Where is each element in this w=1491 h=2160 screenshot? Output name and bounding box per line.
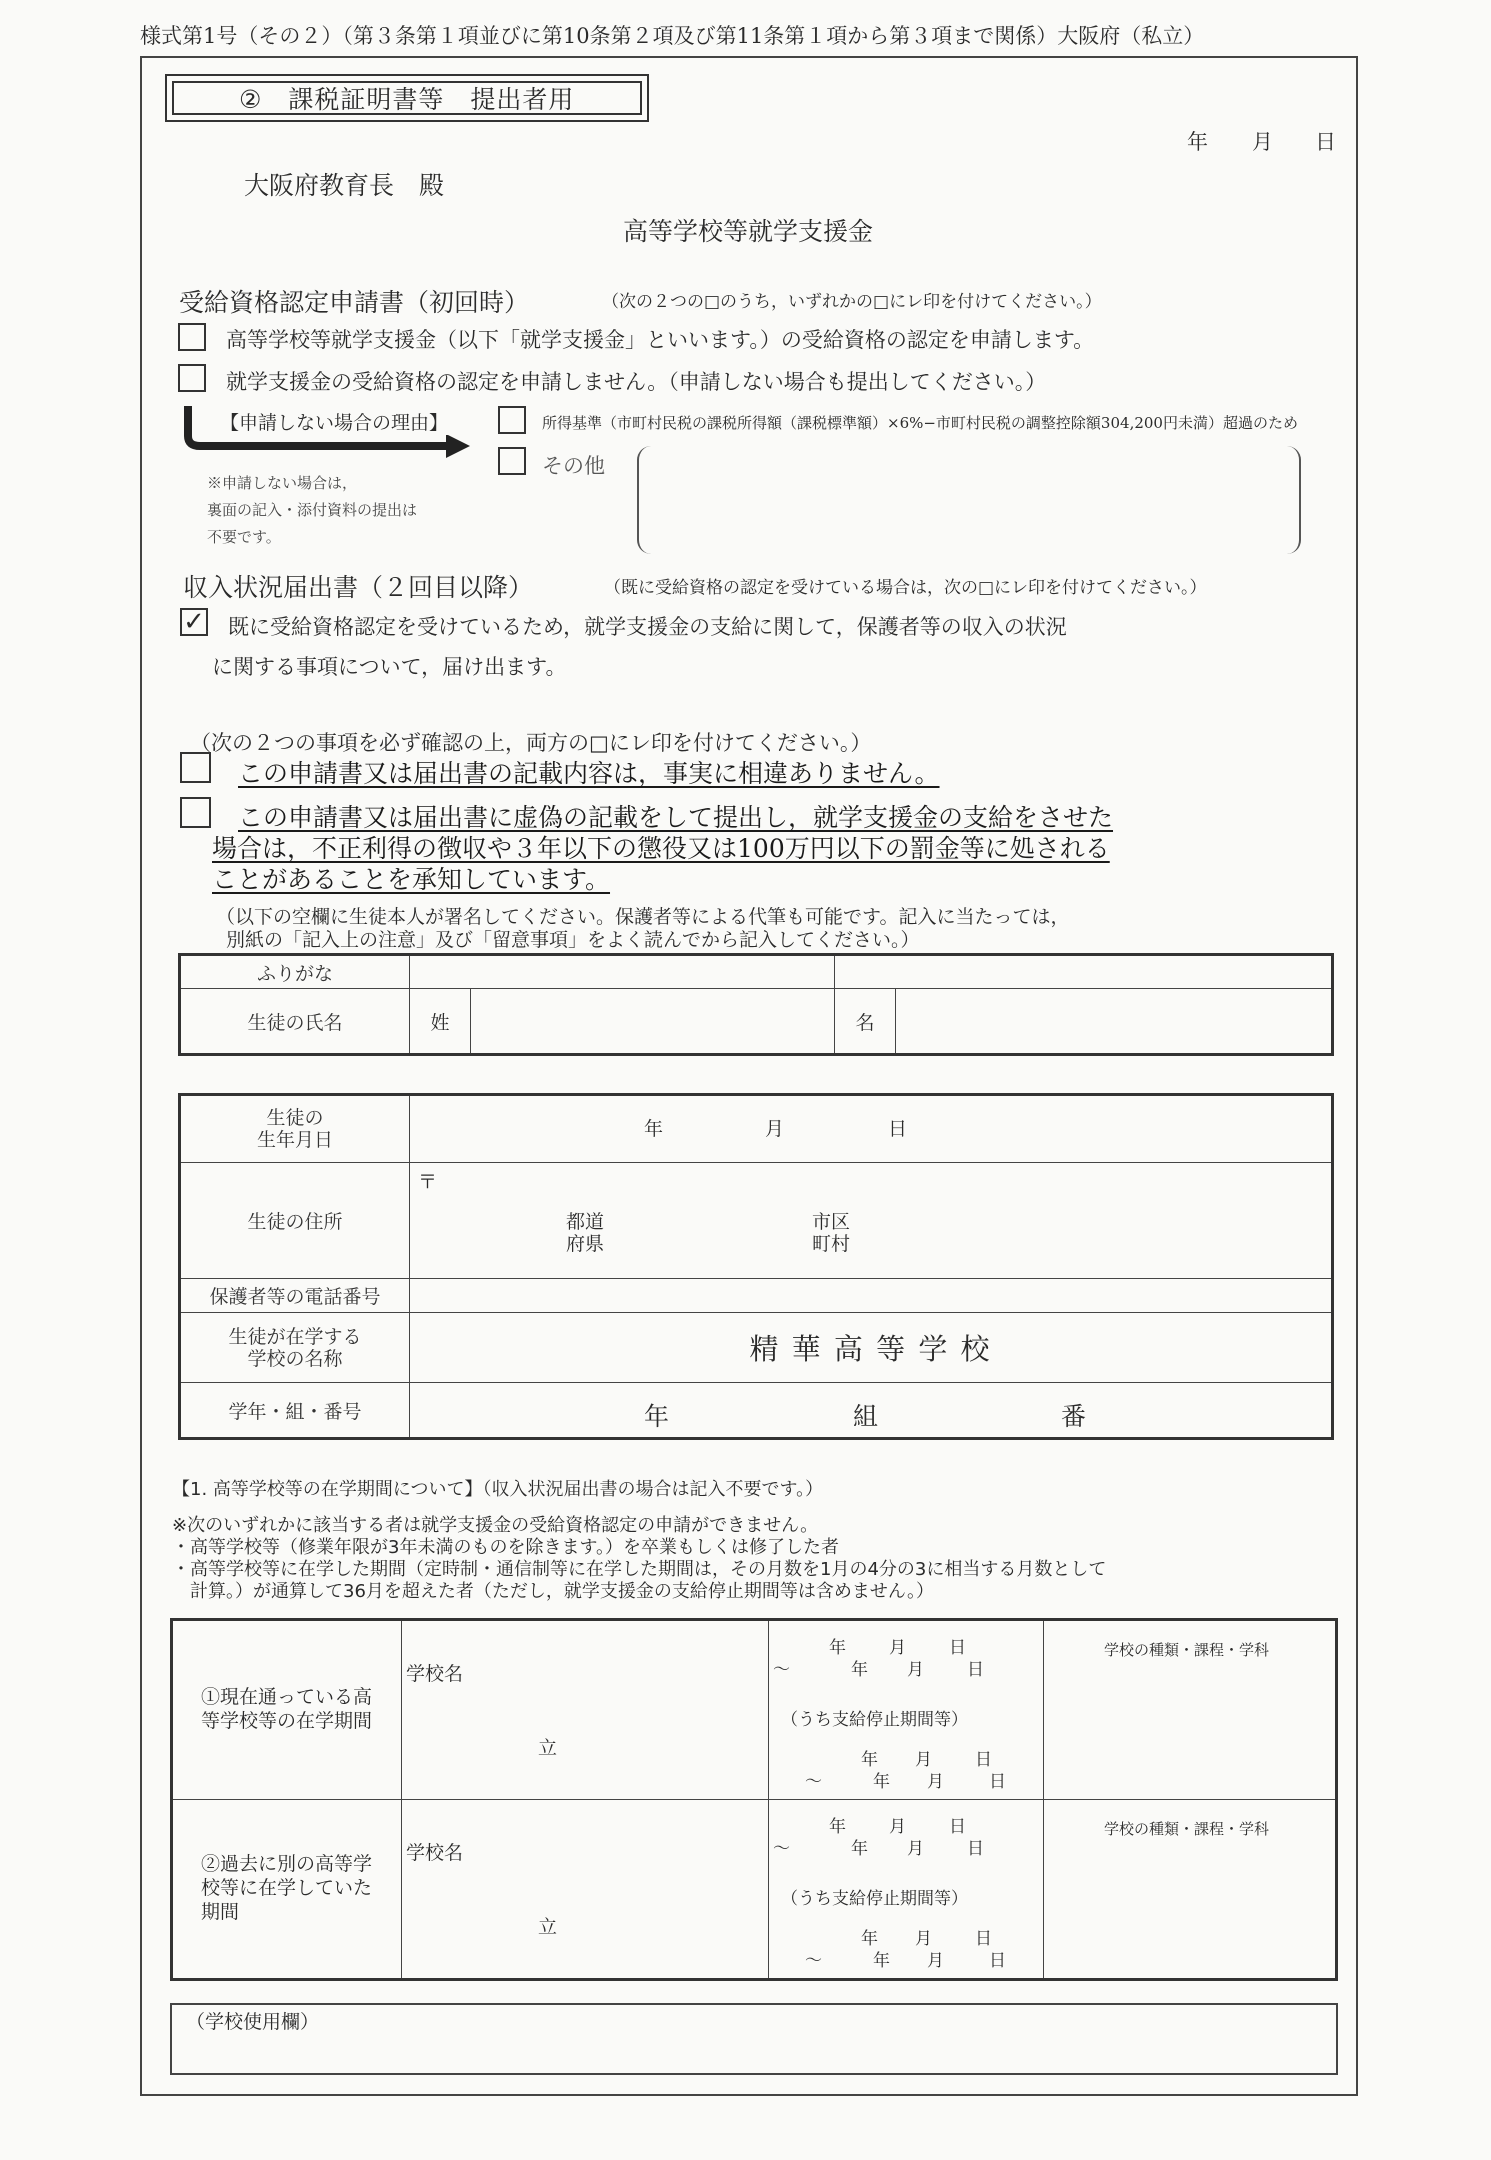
ymd-d: 日 (967, 1839, 984, 1859)
confirm-2-line-2: 場合は，不正利得の徴収や３年以下の懲役又は100万円以下の罰金等に処される (212, 834, 1110, 863)
student-name-label: 生徒の氏名 (180, 989, 410, 1055)
given-name-field[interactable] (835, 989, 1333, 1055)
grade-class-number-field[interactable] (410, 1383, 1333, 1439)
ymd-tilde: ～ (773, 1660, 790, 1680)
school-name-field[interactable]: 精 華 高 等 学 校 (410, 1313, 1333, 1383)
school-use-label: （学校使用欄） (186, 2011, 320, 2033)
school-name-label: 学校名 (406, 1663, 464, 1685)
not-apply-option-text: 就学支援金の受給資格の認定を申請しません。（申請しない場合も提出してください。） (226, 370, 1047, 394)
page-title: 高等学校等就学支援金 (623, 217, 874, 246)
confirm-1-checkbox[interactable] (180, 752, 211, 783)
furigana-label: ふりがな (180, 955, 410, 989)
ymd-y: 年 (873, 1772, 890, 1792)
ymd-tilde: ～ (805, 1772, 822, 1792)
application-instruction: （次の２つの□のうち，いずれかの□にレ印を付けてください。） (602, 292, 1102, 312)
reason-other-checkbox[interactable] (498, 447, 526, 475)
ymd-y: 年 (861, 1929, 878, 1949)
current-school-field[interactable] (402, 1620, 769, 1800)
date-year: 年 (1187, 130, 1208, 154)
not-apply-checkbox[interactable] (178, 364, 206, 392)
birth-day-unit: 日 (888, 1118, 908, 1140)
ritsu-label: 立 (538, 1916, 558, 1938)
address-field[interactable] (410, 1163, 1333, 1279)
ymd-y: 年 (829, 1638, 846, 1658)
ymd-tilde: ～ (805, 1951, 822, 1971)
confirm-2-checkbox[interactable] (180, 797, 211, 828)
ymd-y: 年 (851, 1660, 868, 1680)
surname-field[interactable] (410, 989, 835, 1055)
school-name-label: 学校名 (406, 1842, 464, 1864)
furigana-surname-field[interactable] (410, 955, 835, 989)
form-number: 様式第1号（その２）（第３条第１項並びに第10条第２項及び第11条第１項から第３項まで関係）大阪府（私立） (140, 24, 1205, 48)
sign-note-2: 別紙の「記入上の注意」及び「留意事項」をよく読んでから記入してください。） (226, 929, 920, 951)
confirm-1-text: この申請書又は届出書の記載内容は，事実に相違ありません。 (238, 759, 940, 788)
school-kind-label: 学校の種類・課程・学科 (1104, 1641, 1270, 1659)
ymd-m: 月 (889, 1817, 906, 1837)
grade-label: 学年・組・番号 (180, 1383, 410, 1439)
address-label: 生徒の住所 (180, 1163, 410, 1279)
submitter-badge (165, 74, 649, 122)
ymd-d: 日 (975, 1929, 992, 1949)
ymd-d: 日 (967, 1660, 984, 1680)
ymd-m: 月 (915, 1750, 932, 1770)
confirm-instruction: （次の２つの事項を必ず確認の上，両方の□にレ印を付けてください。） (190, 731, 872, 755)
past-period-field[interactable] (769, 1800, 1044, 1980)
furigana-given-field[interactable] (835, 955, 1333, 989)
reason-income-checkbox[interactable] (498, 406, 526, 434)
period-notes: ※次のいずれかに該当する者は就学支援金の受給資格認定の申請ができません。 ・高等学校等（修業年限が3年未満のものを除きます。）を卒業もしくは修了した者 ・高等学校等に在学した期間（定時制・通信制等に在学した期間は，その月数を1月の4分の3に相当する月数として 計算。）が通算して36月を超えた者（ただし，就学支援金の支給停止期間等は含めません。） (172, 1515, 1107, 1602)
phone-label: 保護者等の電話番号 (180, 1279, 410, 1313)
current-period-label: ①現在通っている高 等学校等の在学期間 (172, 1620, 402, 1800)
name-table (178, 953, 1334, 1056)
date-day: 日 (1315, 130, 1336, 154)
period-heading: 【1. 高等学校等の在学期間について】（収入状況届出書の場合は記入不要です。） (172, 1479, 824, 1500)
sign-note-1: （以下の空欄に生徒本人が署名してください。保護者等による代筆も可能です。記入に当たっては， (216, 906, 1070, 928)
period-table (170, 1618, 1338, 1981)
school-label: 生徒が在学する 学校の名称 (180, 1313, 410, 1383)
ymd-y: 年 (829, 1817, 846, 1837)
current-school-kind-field[interactable] (1044, 1620, 1337, 1800)
application-heading: 受給資格認定申請書（初回時） (179, 288, 530, 317)
ymd-m: 月 (907, 1660, 924, 1680)
birth-month-unit: 月 (765, 1118, 785, 1140)
school-kind-label: 学校の種類・課程・学科 (1104, 1820, 1270, 1838)
ymd-d: 日 (975, 1750, 992, 1770)
birthdate-label: 生徒の 生年月日 (180, 1095, 410, 1163)
ymd-d: 日 (949, 1638, 966, 1658)
birthdate-field[interactable] (410, 1095, 1333, 1163)
grade-unit: 年 (644, 1402, 670, 1431)
past-school-kind-field[interactable] (1044, 1800, 1337, 1980)
ymd-y: 年 (851, 1839, 868, 1859)
surname-label: 姓 (410, 989, 471, 1053)
ymd-tilde: ～ (773, 1839, 790, 1859)
apply-option-text: 高等学校等就学支援金（以下「就学支援金」といいます。）の受給資格の認定を申請します。 (226, 328, 1095, 352)
income-line-1: 既に受給資格認定を受けているため，就学支援金の支給に関して，保護者等の収入の状況 (228, 615, 1067, 639)
date-month: 月 (1252, 130, 1273, 154)
income-checkbox[interactable]: ✓ (180, 608, 208, 636)
suspension-label: （うち支給停止期間等） (781, 1889, 968, 1909)
prefecture-unit: 都道 府県 (566, 1211, 605, 1255)
ymd-d: 日 (949, 1817, 966, 1837)
income-instruction: （既に受給資格の認定を受けている場合は，次の□にレ印を付けてください。） (604, 578, 1207, 598)
confirm-2-line-3: ことがあることを承知しています。 (212, 865, 611, 894)
ritsu-label: 立 (538, 1737, 558, 1759)
no-apply-note: ※申請しない場合は， 裏面の記入・添付資料の提出は 不要です。 (207, 474, 418, 546)
ymd-m: 月 (915, 1929, 932, 1949)
reason-other-text: その他 (542, 454, 605, 478)
ymd-d: 日 (989, 1772, 1006, 1792)
class-unit: 組 (853, 1402, 879, 1431)
school-use-box[interactable] (170, 2003, 1338, 2075)
suspension-label: （うち支給停止期間等） (781, 1710, 968, 1730)
reason-label: 【申請しない場合の理由】 (216, 408, 452, 435)
ymd-y: 年 (861, 1750, 878, 1770)
ymd-y: 年 (873, 1951, 890, 1971)
city-unit: 市区 町村 (812, 1211, 851, 1255)
income-heading: 収入状況届出書（２回目以降） (183, 573, 534, 602)
confirm-2-line-1: この申請書又は届出書に虚偽の記載をして提出し，就学支援金の支給をさせた (238, 803, 1114, 832)
ymd-m: 月 (927, 1951, 944, 1971)
given-name-label: 名 (835, 989, 896, 1053)
ymd-m: 月 (889, 1638, 906, 1658)
phone-field[interactable] (410, 1279, 1333, 1313)
birth-year-unit: 年 (644, 1118, 664, 1140)
badge-text: ② 課税証明書等 提出者用 (172, 81, 642, 115)
student-info-table (178, 1093, 1334, 1440)
ymd-m: 月 (907, 1839, 924, 1859)
income-line-2: に関する事項について，届け出ます。 (212, 655, 567, 679)
apply-checkbox[interactable] (178, 323, 206, 351)
number-unit: 番 (1061, 1402, 1087, 1431)
current-period-field[interactable] (769, 1620, 1044, 1800)
ymd-d: 日 (989, 1951, 1006, 1971)
addressee: 大阪府教育長 殿 (244, 171, 445, 200)
ymd-m: 月 (927, 1772, 944, 1792)
past-school-field[interactable] (402, 1800, 769, 1980)
reason-other-field[interactable] (637, 446, 1301, 554)
postal-mark: 〒 (418, 1171, 438, 1193)
reason-income-text: 所得基準（市町村民税の課税所得額（課税標準額）×6%−市町村民税の調整控除額304,200円未満）超過のため (542, 414, 1298, 432)
past-period-label: ②過去に別の高等学 校等に在学していた 期間 (172, 1800, 402, 1980)
